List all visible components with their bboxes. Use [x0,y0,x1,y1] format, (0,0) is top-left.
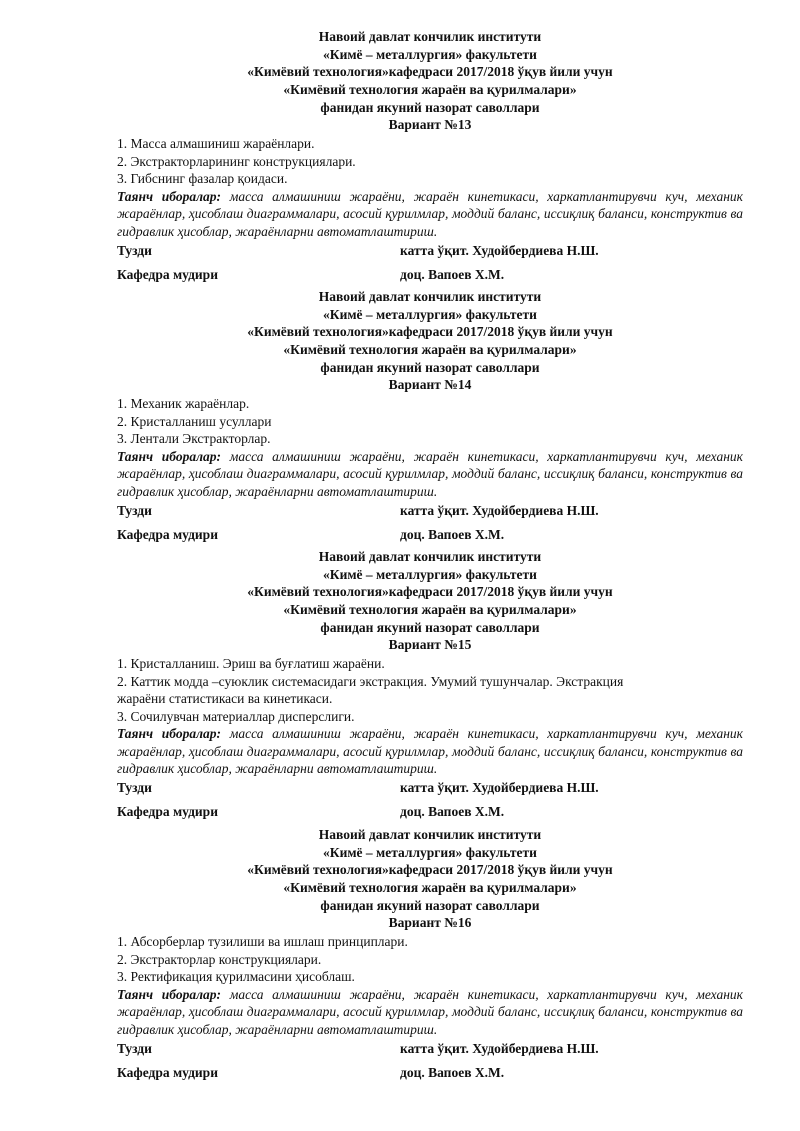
subject-name: «Кимёвий технология жараён ва қурилмалари» [283,880,577,895]
exam-title: фанидан якуний назорат саволлари [320,898,540,913]
faculty-name: «Кимё – металлургия» факультети [323,307,537,322]
keywords-text: масса алмашиниш жараёни, жараён кинетикаси, харкатлантирувчи куч, механик жараёнлар, ҳисоблаш диаграммалари, асосий қурилмлар, моддий баланс, иссиқлиқ баланси, конструктив ва гидравлик ҳисоблар, жараёнларни автоматлаштириш. [117,726,743,776]
exam-title: фанидан якуний назорат саволлари [320,620,540,635]
keywords-paragraph [117,448,743,501]
variant-title: Вариант №15 [388,637,472,652]
exam-title: фанидан якуний назорат саволлари [320,100,540,115]
compiled-by-label: Тузди [117,780,152,795]
keywords-paragraph [117,986,743,1039]
institute-name: Навоий давлат кончилик институти [318,549,542,564]
question-item: 2. Каттик модда –суюклик системасидаги экстракция. Умумий тушунчалар. Экстракция жараёни статистикаси ва кинетикаси. [117,673,624,706]
variant-block [0,288,800,564]
question-item: 2. Экстракторлар конструкциялари. [117,951,322,967]
head-of-department-name: доц. Вапоев Х.М. [400,527,505,542]
keywords-text: масса алмашиниш жараёни, жараён кинетикаси, харкатлантирувчи куч, механик жараёнлар, ҳисоблаш диаграммалари, асосий қурилмлар, моддий баланс, иссиқлиқ баланси, конструктив ва гидравлик ҳисоблар, жараёнларни автоматлаштириш. [117,188,743,239]
question-item: 2. Экстракторларининг конструкциялари. [117,153,356,169]
head-of-department-label: Кафедра мудири [117,267,218,282]
question-item: 3. Гибснинг фазалар қоидаси. [117,171,288,186]
question-item: 3. Ректификация қурилмасини ҳисоблаш. [117,969,355,984]
question-item: 3. Сочилувчан материаллар дисперслиги. [117,708,355,724]
faculty-name: «Кимё – металлургия» факультети [323,47,537,62]
question-item: 1. Механик жараёнлар. [117,396,250,411]
keywords-label: Таянч иборалар: [117,448,221,464]
keywords-paragraph [117,725,743,778]
questions-block [117,135,743,240]
question-item: 2. Кристалланиш усуллари [117,413,272,429]
subject-name: «Кимёвий технология жараён ва қурилмалари» [283,342,577,357]
compiled-by-name: катта ўқит. Худойбердиева Н.Ш. [400,503,599,518]
variant-title: Вариант №16 [388,915,472,930]
keywords-text: масса алмашиниш жараёни, жараён кинетикаси, харкатлантирувчи куч, механик жараёнлар, ҳисоблаш диаграммалари, асосий қурилмлар, моддий баланс, иссиқлиқ баланси, конструктив ва гидравлик ҳисоблар, жараёнларни автоматлаштириш. [117,448,743,499]
questions-block [117,655,743,778]
faculty-name: «Кимё – металлургия» факультети [323,567,537,582]
department-line: «Кимёвий технология»кафедраси 2017/2018 ўқув йили учун [247,584,613,599]
keywords-label: Таянч иборалар: [117,726,221,741]
exam-title: фанидан якуний назорат саволлари [320,360,540,375]
compiled-by-name: катта ўқит. Худойбердиева Н.Ш. [400,243,599,258]
faculty-name: «Кимё – металлургия» факультети [323,845,537,860]
variant-title: Вариант №14 [388,377,472,392]
question-item: 1. Кристалланиш. Эриш ва буғлатиш жараёни. [117,656,385,671]
head-of-department-name: доц. Вапоев Х.М. [400,267,505,282]
keywords-text: масса алмашиниш жараёни, жараён кинетикаси, харкатлантирувчи куч, механик жараёнлар, ҳисоблаш диаграммалари, асосий қурилмлар, моддий баланс, иссиқлиқ баланси, конструктив ва гидравлик ҳисоблар, жараёнларни автоматлаштириш. [117,986,743,1037]
compiled-by-label: Тузди [117,503,152,518]
compiled-by-name: катта ўқит. Худойбердиева Н.Ш. [400,1041,599,1056]
compiled-by-name: катта ўқит. Худойбердиева Н.Ш. [400,780,599,795]
head-of-department-label: Кафедра мудири [117,804,218,819]
variant-block [0,28,800,304]
subject-name: «Кимёвий технология жараён ва қурилмалари» [283,602,577,617]
variant-block [0,826,800,1102]
institute-name: Навоий давлат кончилик институти [318,29,542,44]
department-line: «Кимёвий технология»кафедраси 2017/2018 ўқув йили учун [247,64,613,79]
head-of-department-label: Кафедра мудири [117,1065,218,1080]
department-line: «Кимёвий технология»кафедраси 2017/2018 ўқув йили учун [247,862,613,877]
variant-title: Вариант №13 [388,117,472,132]
keywords-paragraph [117,188,743,241]
subject-name: «Кимёвий технология жараён ва қурилмалари» [283,82,577,97]
head-of-department-label: Кафедра мудири [117,527,218,542]
question-item: 1. Абсорберлар тузилиши ва ишлаш принциплари. [117,934,408,949]
institute-name: Навоий давлат кончилик институти [318,289,542,304]
compiled-by-label: Тузди [117,1041,152,1056]
questions-block [117,395,743,500]
question-item: 1. Масса алмашиниш жараёнлари. [117,136,315,151]
department-line: «Кимёвий технология»кафедраси 2017/2018 ўқув йили учун [247,324,613,339]
question-item: 3. Лентали Экстракторлар. [117,431,271,446]
keywords-label: Таянч иборалар: [117,188,221,204]
compiled-by-label: Тузди [117,243,152,258]
institute-name: Навоий давлат кончилик институти [318,827,542,842]
keywords-label: Таянч иборалар: [117,986,221,1002]
head-of-department-name: доц. Вапоев Х.М. [400,1065,505,1080]
variant-block [0,548,800,824]
head-of-department-name: доц. Вапоев Х.М. [400,804,505,819]
questions-block [117,933,743,1038]
